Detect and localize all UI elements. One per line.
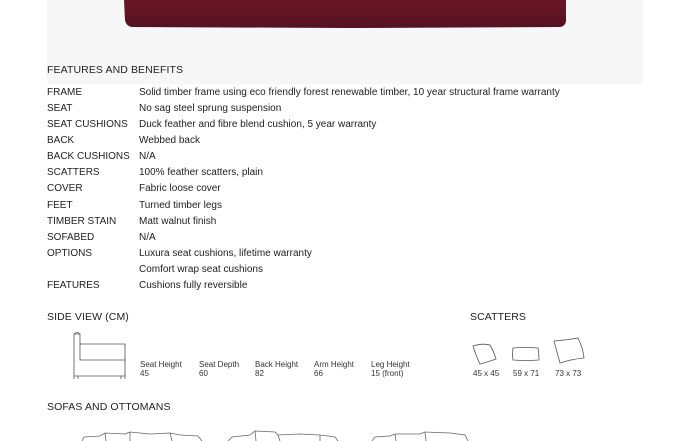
dim-value: 45 bbox=[140, 369, 149, 378]
dim-label: Seat Depth bbox=[199, 360, 240, 369]
dim-value: 15 (front) bbox=[371, 369, 404, 378]
spec-label: BACK CUSHIONS bbox=[47, 151, 130, 162]
spec-value: Fabric loose cover bbox=[139, 183, 221, 194]
scatter-size-label: 73 x 73 bbox=[555, 369, 582, 378]
dim-back-height bbox=[255, 360, 298, 378]
spec-label: FRAME bbox=[47, 87, 82, 98]
spec-value: No sag steel sprung suspension bbox=[139, 103, 282, 114]
spec-value: Matt walnut finish bbox=[139, 216, 217, 227]
spec-value: 100% feather scatters, plain bbox=[139, 167, 263, 178]
sofa-side-view-drawing bbox=[70, 330, 130, 382]
dim-leg-height bbox=[371, 360, 410, 378]
dim-label: Arm Height bbox=[314, 360, 355, 369]
sofa-range-drawings bbox=[80, 428, 480, 441]
spec-value: Comfort wrap seat cushions bbox=[139, 264, 263, 275]
spec-value: Turned timber legs bbox=[139, 200, 222, 211]
dim-label: Leg Height bbox=[371, 360, 410, 369]
spec-label: OPTIONS bbox=[47, 248, 93, 259]
spec-label: SOFABED bbox=[47, 232, 95, 243]
spec-label: COVER bbox=[47, 183, 83, 194]
sofas-ottomans-title: SOFAS AND OTTOMANS bbox=[47, 401, 171, 413]
spec-label: FEATURES bbox=[47, 280, 100, 291]
scatter-cushions-drawing bbox=[470, 336, 590, 368]
scatter-size-label: 59 x 71 bbox=[513, 369, 540, 378]
spec-value: Webbed back bbox=[139, 135, 200, 146]
spec-label: SEAT bbox=[47, 103, 73, 114]
features-title: FEATURES AND BENEFITS bbox=[47, 64, 184, 76]
spec-label: SCATTERS bbox=[47, 167, 100, 178]
spec-label: FEET bbox=[47, 200, 73, 211]
dim-value: 66 bbox=[314, 369, 323, 378]
spec-value: N/A bbox=[139, 151, 156, 162]
spec-label: TIMBER STAIN bbox=[47, 216, 117, 227]
dim-label: Seat Height bbox=[140, 360, 182, 369]
scatter-size-label: 45 x 45 bbox=[473, 369, 500, 378]
dim-value: 82 bbox=[255, 369, 264, 378]
spec-value: Luxura seat cushions, lifetime warranty bbox=[139, 248, 312, 259]
scatters-title: SCATTERS bbox=[470, 311, 527, 323]
sofa-cover-image bbox=[120, 0, 580, 30]
side-view-title: SIDE VIEW (CM) bbox=[47, 311, 129, 323]
spec-value: Solid timber frame using eco friendly forest renewable timber, 10 year structural frame warranty bbox=[139, 87, 560, 98]
dim-seat-height bbox=[140, 360, 182, 378]
spec-label: BACK bbox=[47, 135, 75, 146]
dim-seat-depth bbox=[199, 360, 239, 378]
spec-value: Cushions fully reversible bbox=[139, 280, 248, 291]
dim-label: Back Height bbox=[255, 360, 299, 369]
spec-value: Duck feather and fibre blend cushion, 5 year warranty bbox=[139, 119, 377, 130]
dim-value: 60 bbox=[199, 369, 208, 378]
dim-arm-height bbox=[314, 360, 354, 378]
spec-label: SEAT CUSHIONS bbox=[47, 119, 128, 130]
spec-value: N/A bbox=[139, 232, 156, 243]
